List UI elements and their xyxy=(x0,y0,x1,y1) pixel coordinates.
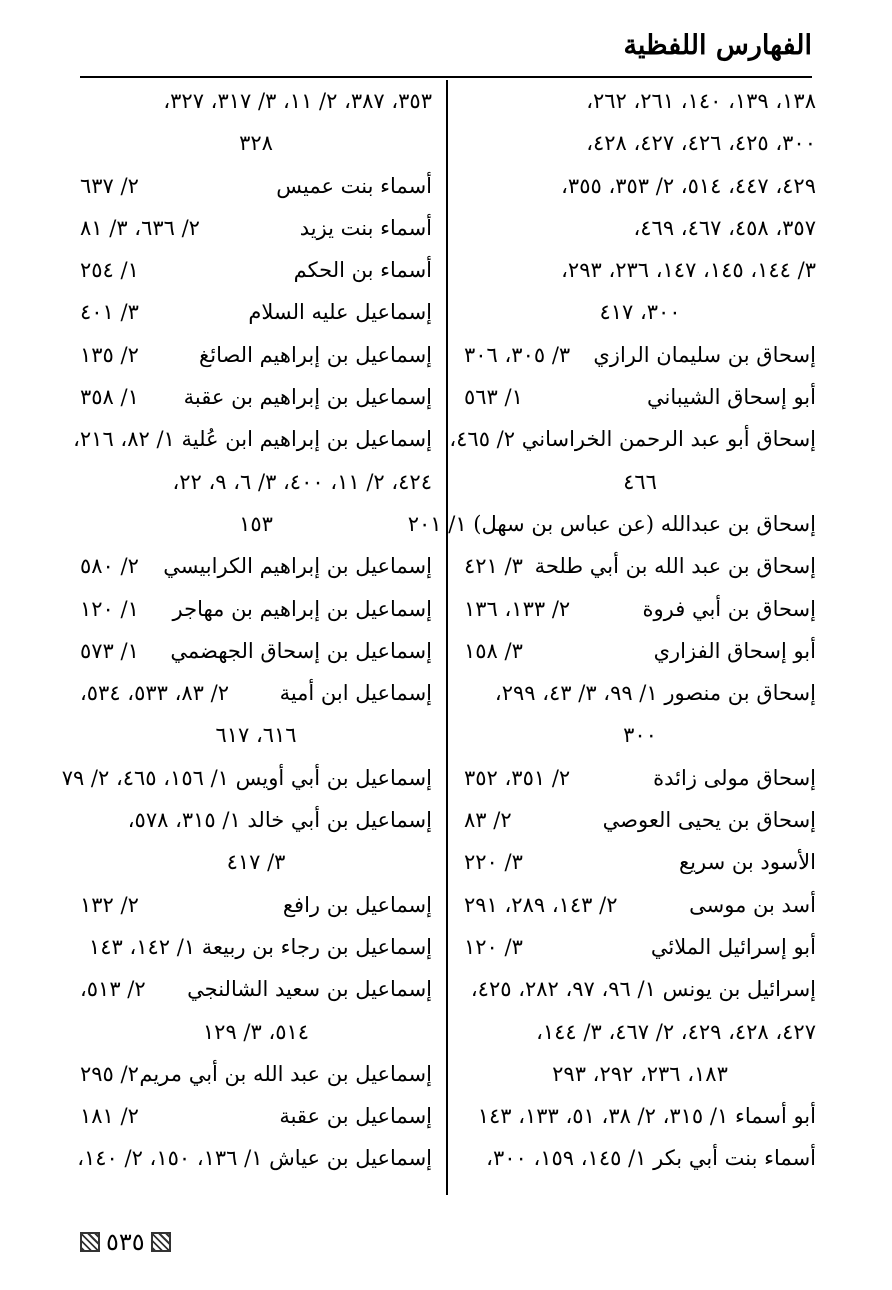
index-entry xyxy=(80,926,432,968)
entry-name: إسماعيل بن أبي خالد ١/ ٣١٥، ٥٧٨، xyxy=(127,808,432,833)
entry-refs: ٤٢٤، ٢/ ١١، ٤٠٠، ٣/ ٦، ٩، ٢٢، xyxy=(172,469,432,494)
index-entry xyxy=(464,80,816,122)
entry-name: الأسود بن سريع xyxy=(679,850,816,875)
index-entry xyxy=(464,968,816,1010)
entry-name: أسماء بنت أبي بكر ١/ ١٤٥، ١٥٩، ٣٠٠، xyxy=(486,1146,816,1171)
entry-refs: ٣/ ١٥٨ xyxy=(464,638,523,663)
header-rule xyxy=(80,76,812,78)
entry-refs: ٢/ ٦٣٧ xyxy=(80,173,139,198)
index-entry xyxy=(464,672,816,714)
index-entry xyxy=(80,165,432,207)
entry-name: إسماعيل ابن أمية xyxy=(279,681,432,706)
entry-name: إسماعيل عليه السلام xyxy=(248,300,432,325)
entry-refs: ٢/ ١٣٥ xyxy=(80,342,139,367)
entry-name: إسحاق بن سليمان الرازي xyxy=(593,342,816,367)
page-header-title: الفهارس اللفظية xyxy=(623,30,812,61)
index-entry xyxy=(80,884,432,926)
entry-name: إسماعيل بن إبراهيم ابن عُلية ١/ ٨٢، ٢١٦، xyxy=(73,427,432,452)
index-entry xyxy=(80,376,432,418)
index-entry xyxy=(80,714,432,756)
entry-name: إسماعيل بن عياش ١/ ١٣٦، ١٥٠، ٢/ ١٤٠، xyxy=(77,1146,432,1171)
index-entry xyxy=(464,249,816,291)
index-entry xyxy=(464,588,816,630)
entry-name: إسحاق بن أبي فروة xyxy=(642,596,816,621)
index-entry xyxy=(80,1053,432,1095)
index-entry xyxy=(464,1095,816,1137)
entry-refs: ٢/ ٢٩٥ xyxy=(80,1061,139,1086)
entry-name: إسحاق بن يحيى العوصي xyxy=(602,808,816,833)
entry-refs: ١٣٨، ١٣٩، ١٤٠، ٢٦١، ٢٦٢، xyxy=(586,89,816,113)
index-entry xyxy=(80,122,432,164)
index-entry xyxy=(464,884,816,926)
index-entry xyxy=(80,588,432,630)
index-entry xyxy=(464,291,816,333)
entry-refs: ٣/ ٢٢٠ xyxy=(464,850,523,875)
entry-refs: ٣/ ٤١٧ xyxy=(226,850,286,875)
entry-name: إسماعيل بن سعيد الشالنجي xyxy=(187,977,432,1002)
entry-name: أبو أسماء ١/ ٣١٥، ٢/ ٣٨، ٥١، ١٣٣، ١٤٣ xyxy=(477,1104,816,1129)
entry-name: إسحاق بن عبدالله (عن عباس بن سهل) ١/ ٢٠١ xyxy=(407,511,816,536)
ornament-icon xyxy=(80,1232,100,1252)
index-entry xyxy=(464,1053,816,1095)
index-entry xyxy=(464,757,816,799)
entry-name: إسماعيل بن عبد الله بن أبي مريم xyxy=(139,1061,432,1086)
index-entry xyxy=(80,503,432,545)
entry-name: إسماعيل بن إبراهيم الصائغ xyxy=(199,342,432,367)
entry-refs: ٣٥٣، ٣٨٧، ٢/ ١١، ٣/ ٣١٧، ٣٢٧، xyxy=(163,89,432,113)
entry-refs: ٣٠٠ xyxy=(623,723,657,748)
entry-refs: ٥١٤، ٣/ ١٢٩ xyxy=(202,1019,310,1044)
entry-name: إسحاق أبو عبد الرحمن الخراساني ٢/ ٤٦٥، xyxy=(449,427,816,452)
entry-refs: ٣٠٠، ٤٢٥، ٤٢٦، ٤٢٧، ٤٢٨، xyxy=(586,131,816,156)
index-entry xyxy=(80,291,432,333)
index-entry xyxy=(80,249,432,291)
entry-refs: ١٥٣ xyxy=(239,511,273,536)
entry-name: أسد بن موسى xyxy=(689,892,816,917)
entry-name: إسحاق بن عبد الله بن أبي طلحة xyxy=(534,554,816,579)
ornament-icon xyxy=(151,1232,171,1252)
entry-refs: ٢/ ٨٣ xyxy=(464,808,512,833)
index-entry xyxy=(464,630,816,672)
entry-refs: ١/ ٥٦٣ xyxy=(464,385,523,410)
index-entry xyxy=(464,545,816,587)
index-column-left xyxy=(61,80,432,1180)
entry-name: إسماعيل بن عقبة xyxy=(279,1104,432,1129)
entry-name: إسماعيل بن إبراهيم الكرابيسي xyxy=(163,554,432,579)
page-number: ٥٣٥ xyxy=(106,1228,145,1256)
index-entry xyxy=(80,968,432,1010)
entry-name: إسماعيل بن إبراهيم بن مهاجر xyxy=(172,596,432,621)
index-entry xyxy=(80,1095,432,1137)
entry-refs: ٦١٦، ٦١٧ xyxy=(215,723,297,748)
entry-refs: ٣٥٧، ٤٥٨، ٤٦٧، ٤٦٩، xyxy=(633,215,816,240)
entry-refs: ١/ ٣٥٨ xyxy=(80,385,139,410)
entry-refs: ٣٢٨ xyxy=(239,131,273,156)
entry-name: إسماعيل بن أبي أويس ١/ ١٥٦، ٤٦٥، ٢/ ٧٩ xyxy=(61,765,432,790)
entry-refs: ٣/ ٤٠١ xyxy=(80,300,139,325)
entry-refs: ٢/ ٥٨٠ xyxy=(80,554,139,579)
index-entry xyxy=(77,1137,432,1179)
index-entry xyxy=(407,503,816,545)
entry-name: أبو إسحاق الشيباني xyxy=(647,385,816,410)
entry-refs: ٢/ ٦٣٦، ٣/ ٨١ xyxy=(80,215,200,240)
entry-name: إسحاق بن منصور ١/ ٩٩، ٣/ ٤٣، ٢٩٩، xyxy=(494,681,816,706)
index-entry xyxy=(80,841,432,883)
entry-name: إسماعيل بن رافع xyxy=(282,892,432,917)
index-entry xyxy=(464,1011,816,1053)
entry-refs: ٢/ ٣٥١، ٣٥٢ xyxy=(464,765,571,790)
index-entry xyxy=(464,799,816,841)
entry-refs: ٢/ ١٣٢ xyxy=(80,892,139,917)
entry-refs: ٣/ ١٤٤، ١٤٥، ١٤٧، ٢٣٦، ٢٩٣، xyxy=(561,258,816,283)
index-entry xyxy=(464,165,816,207)
entry-refs: ١/ ١٢٠ xyxy=(80,596,139,621)
page-folio xyxy=(80,1228,171,1256)
index-entry xyxy=(80,672,432,714)
entry-refs: ٢/ ١٣٣، ١٣٦ xyxy=(464,596,571,621)
entry-refs: ٣/ ٤٢١ xyxy=(464,554,523,579)
index-entry xyxy=(80,80,432,122)
index-entry xyxy=(464,841,816,883)
entry-refs: ٣٠٠، ٤١٧ xyxy=(599,300,681,325)
entry-name: أسماء بن الحكم xyxy=(293,258,432,283)
entry-name: أسماء بنت يزيد xyxy=(299,215,432,240)
entry-refs: ٤٢٩، ٤٤٧، ٥١٤، ٢/ ٣٥٣، ٣٥٥، xyxy=(561,173,816,198)
index-entry xyxy=(464,122,816,164)
index-entry xyxy=(80,1011,432,1053)
entry-refs: ٢/ ٨٣، ٥٣٣، ٥٣٤، xyxy=(80,681,229,706)
entry-refs: ٢/ ١٨١ xyxy=(80,1104,139,1129)
entry-name: إسماعيل بن إبراهيم بن عقبة xyxy=(183,385,432,410)
index-entry xyxy=(464,1137,816,1179)
entry-refs: ١/ ٥٧٣ xyxy=(80,638,139,663)
entry-refs: ٤٢٧، ٤٢٨، ٤٢٩، ٢/ ٤٦٧، ٣/ ١٤٤، xyxy=(536,1019,816,1044)
index-entry xyxy=(464,207,816,249)
index-entry xyxy=(449,418,816,460)
index-entry xyxy=(464,714,816,756)
index-column-right xyxy=(407,80,816,1180)
entry-name: إسماعيل بن رجاء بن ربيعة ١/ ١٤٢، ١٤٣ xyxy=(88,934,432,959)
entry-name: إسحاق مولى زائدة xyxy=(653,765,816,790)
entry-refs: ٤٦٦ xyxy=(623,469,657,494)
index-entry xyxy=(464,461,816,503)
entry-refs: ٣/ ٣٠٥، ٣٠٦ xyxy=(464,342,571,367)
entry-refs: ١٨٣، ٢٣٦، ٢٩٢، ٢٩٣ xyxy=(552,1061,728,1086)
index-entry xyxy=(80,799,432,841)
column-divider xyxy=(446,80,448,1195)
index-entry xyxy=(80,545,432,587)
index-entry xyxy=(80,334,432,376)
entry-refs: ٣/ ١٢٠ xyxy=(464,934,523,959)
entry-refs: ٢/ ١٤٣، ٢٨٩، ٢٩١ xyxy=(464,892,618,917)
entry-name: إسماعيل بن إسحاق الجهضمي xyxy=(170,638,432,663)
entry-refs: ٢/ ٥١٣، xyxy=(80,977,146,1002)
index-entry xyxy=(464,334,816,376)
index-entry xyxy=(464,926,816,968)
index-entry xyxy=(80,461,432,503)
entry-name: أبو إسحاق الفزاري xyxy=(653,638,816,663)
index-entry xyxy=(80,207,432,249)
entry-name: أبو إسرائيل الملائي xyxy=(650,934,816,959)
entry-name: إسرائيل بن يونس ١/ ٩٦، ٩٧، ٢٨٢، ٤٢٥، xyxy=(470,977,816,1002)
index-entry xyxy=(61,757,432,799)
entry-name: أسماء بنت عميس xyxy=(276,173,432,198)
entry-refs: ١/ ٢٥٤ xyxy=(80,258,139,283)
index-entry xyxy=(73,418,432,460)
index-entry xyxy=(80,630,432,672)
index-entry xyxy=(464,376,816,418)
